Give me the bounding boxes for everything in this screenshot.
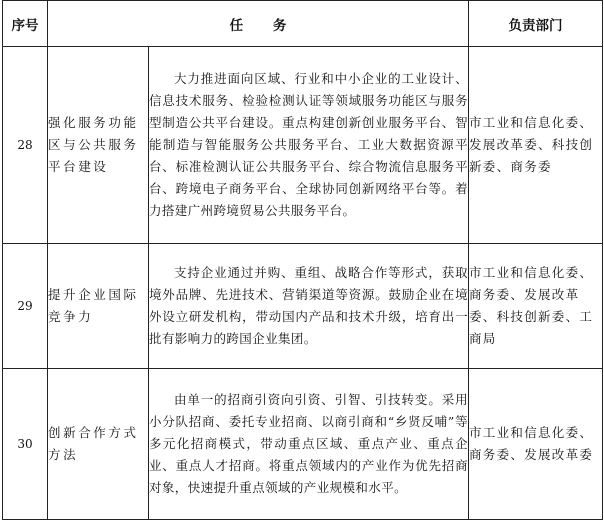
header-seq: 序号 <box>3 1 48 47</box>
task-name: 强化服务功能区与公共服务平台建设 <box>48 47 149 244</box>
table-row <box>3 47 603 244</box>
task-description: 支持企业通过并购、重组、战略合作等形式，获取境外品牌、先进技术、营销渠道等资源。鼓励企业在境外设立研发机构，带动国内产品和技术升级，培育出一批有影响力的跨国企业集团。 <box>149 244 469 369</box>
responsible-departments: 市工业和信息化委、商务委、发展改革委、科技创新委、工商局 <box>469 244 603 369</box>
header-task-label: 任务 <box>229 17 317 34</box>
task-table <box>2 0 603 520</box>
table-header-row <box>3 1 603 47</box>
row-number: 29 <box>3 244 48 369</box>
responsible-departments: 市工业和信息化委、商务委、发展改革委 <box>469 369 603 520</box>
table-row <box>3 244 603 369</box>
row-number: 28 <box>3 47 48 244</box>
table-row <box>3 369 603 520</box>
task-description: 大力推进面向区域、行业和中小企业的工业设计、信息技术服务、检验检测认证等领域服务功能区与服务型制造公共平台建设。重点构建创新创业服务平台、智能制造与智能服务公共服务平台、工业大数据资源平台、标准检测认证公共服务平台、综合物流信息服务平台、跨境电子商务平台、全球协同创新网络平台等。着力搭建广州跨境贸易公共服务平台。 <box>149 47 469 244</box>
row-number: 30 <box>3 369 48 520</box>
header-task <box>48 1 469 47</box>
responsible-departments: 市工业和信息化委、发展改革委、科技创新委、商务委 <box>469 47 603 244</box>
header-dept: 负责部门 <box>469 1 603 47</box>
task-name: 创新合作方式方法 <box>48 369 149 520</box>
task-name: 提升企业国际竞争力 <box>48 244 149 369</box>
task-description: 由单一的招商引资向引资、引智、引技转变。采用小分队招商、委托专业招商、以商引商和“乡贤反哺”等多元化招商模式，带动重点区域、重点产业、重点企业、重点人才招商。将重点领域内的产业作为优先招商对象，快速提升重点领域的产业规模和水平。 <box>149 369 469 520</box>
